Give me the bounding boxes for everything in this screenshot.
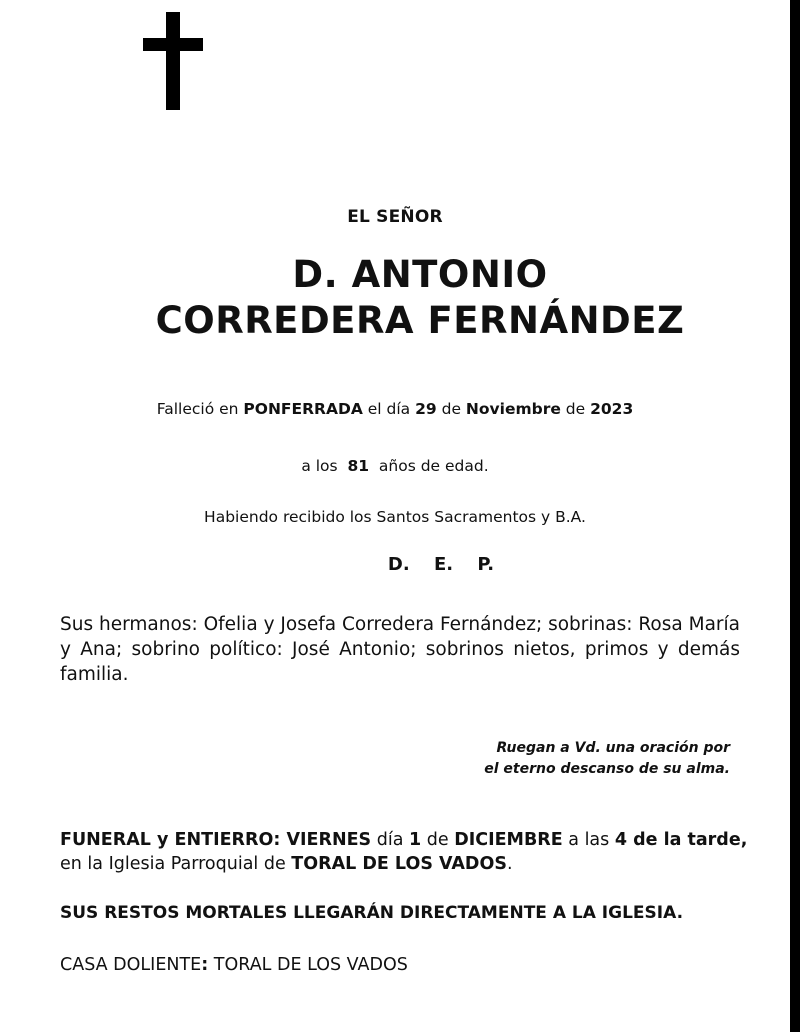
- house-colon: :: [201, 955, 209, 975]
- death-text: de: [560, 400, 591, 418]
- funeral-time: 4 de la tarde: [614, 830, 741, 850]
- funeral-label: FUNERAL y ENTIERRO:: [60, 830, 287, 850]
- death-place: PONFERRADA: [243, 400, 363, 418]
- funeral-month: DICIEMBRE: [454, 830, 563, 850]
- funeral-day: 1: [408, 830, 422, 850]
- mourning-house: [60, 955, 408, 975]
- right-border: [790, 0, 800, 1032]
- death-text: el día: [362, 400, 416, 418]
- death-month: Noviembre: [465, 400, 561, 418]
- funeral-line-2: [60, 852, 760, 876]
- funeral-text: día: [371, 830, 409, 850]
- name-line-2: CORREDERA FERNÁNDEZ: [155, 299, 685, 342]
- funeral-church-place: TORAL DE LOS VADOS: [291, 854, 507, 874]
- cross-icon: [143, 12, 203, 110]
- prayer-line-1: Ruegan a Vd. una oración por: [496, 740, 730, 756]
- funeral-text: ,: [740, 830, 748, 850]
- house-label: CASA DOLIENTE: [60, 955, 202, 975]
- funeral-text: a las: [562, 830, 615, 850]
- funeral-info: [60, 828, 760, 876]
- deceased-name: [0, 252, 790, 344]
- sacraments-line: Habiendo recibido los Santos Sacramentos y B.A.: [204, 508, 586, 526]
- prayer-request: [330, 738, 730, 780]
- intro-title: EL SEÑOR: [347, 207, 443, 227]
- funeral-text: .: [506, 854, 513, 874]
- death-year: 2023: [590, 400, 634, 418]
- funeral-text: en la Iglesia Parroquial de: [60, 854, 292, 874]
- death-day: 29: [415, 400, 437, 418]
- remains-notice: SUS RESTOS MORTALES LLEGARÁN DIRECTAMENTE A LA IGLESIA.: [60, 903, 684, 923]
- age-years: 81: [347, 457, 370, 475]
- name-line-1: D. ANTONIO: [292, 253, 548, 296]
- age-text: a los: [301, 457, 343, 475]
- funeral-line-1: [60, 828, 760, 852]
- age-info: [0, 457, 790, 475]
- funeral-weekday: VIERNES: [286, 830, 372, 850]
- dep-line: D. E. P.: [387, 554, 495, 575]
- death-text: Falleció en: [156, 400, 244, 418]
- death-text: de: [436, 400, 466, 418]
- family-paragraph: Sus hermanos: Ofelia y Josefa Corredera Fernández; sobrinas: Rosa María y Ana; sobrino político: José Antonio; sobrinos nietos, primos y demás familia.: [60, 614, 740, 685]
- death-info: [0, 400, 790, 418]
- funeral-text: de: [421, 830, 455, 850]
- house-place: TORAL DE LOS VADOS: [208, 955, 408, 975]
- prayer-line-2: el eterno descanso de su alma.: [484, 761, 730, 777]
- age-text: años de edad.: [373, 457, 489, 475]
